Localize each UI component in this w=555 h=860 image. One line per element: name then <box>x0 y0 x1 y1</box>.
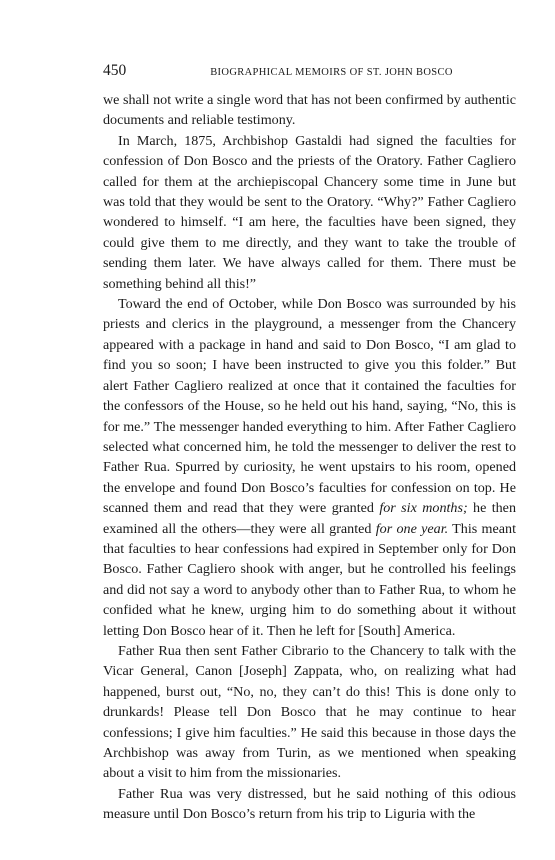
paragraph-3-text-b: he then examined all the others—they were all granted <box>103 500 516 537</box>
italic-six-months: for six months; <box>379 500 468 517</box>
page-number: 450 <box>103 62 127 79</box>
paragraph-3-text-a: Toward the end of October, while Don Bosco was surrounded by his priests and clerics in the playground, a messenger from the Chancery appeared with a package in hand and said to Don Bosco, “I am glad to find you so soon; I have been instructed to give you this folder.” But alert Father Cagliero realized at once that it contained the faculties for the confessors of the House, so he held out his hand, saying, “No, this is for me.” The messenger handed everything to him. After Father Cagliero selected what concerned him, he told the messenger to deliver the rest to Father Rua. Spurred by curiosity, he went upstairs to his room, opened the envelope and found Don Bosco’s faculties for confession on top. He scanned them and read that they were granted <box>103 296 516 517</box>
paragraph-4: Father Rua then sent Father Cibrario to the Chancery to talk with the Vicar General, Canon [Joseph] Zappata, who, on realizing what had happened, burst out, “No, no, they can’t do this! This is done only to drunkards! Please tell Don Bosco that he may continue to hear confessions; I give him faculties.” He said this because in those days the Archbishop was away from Turin, as we mentioned when speaking about a visit to him from the missionaries. <box>103 642 516 782</box>
paragraph-3 <box>103 294 516 641</box>
paragraph-1: we shall not write a single word that has not been confirmed by authentic documents and reliable testimony. <box>103 92 516 129</box>
italic-one-year: for one year. <box>375 520 449 537</box>
running-head: BIOGRAPHICAL MEMOIRS OF ST. JOHN BOSCO <box>210 67 453 78</box>
book-page <box>103 62 516 825</box>
paragraph-3-text-c: This meant that faculties to hear confessions had expired in September only for Don Bosco. Father Cagliero shook with anger, but he controlled his feelings and did not say a word to anybody other than to Father Rua, to whom he confided what he knew, urging him to do something about it without letting Don Bosco hear of it. Then he left for [South] America. <box>103 520 516 639</box>
paragraph-2: In March, 1875, Archbishop Gastaldi had signed the faculties for confession of Don Bosco and the priests of the Oratory. Father Cagliero called for them at the archiepiscopal Chancery some time in June but was told that they would be sent to the Oratory. “Why?” Father Cagliero wondered to himself. “I am here, the faculties have been signed, they could give them to me directly, and they want to take the trouble of sending them later. We have always called for them. There must be something behind all this!” <box>103 132 516 292</box>
paragraph-5: Father Rua was very distressed, but he said nothing of this odious measure until Don Bosco’s return from his trip to Liguria with the <box>103 785 516 823</box>
page-header <box>103 62 516 82</box>
body-text <box>103 90 516 825</box>
